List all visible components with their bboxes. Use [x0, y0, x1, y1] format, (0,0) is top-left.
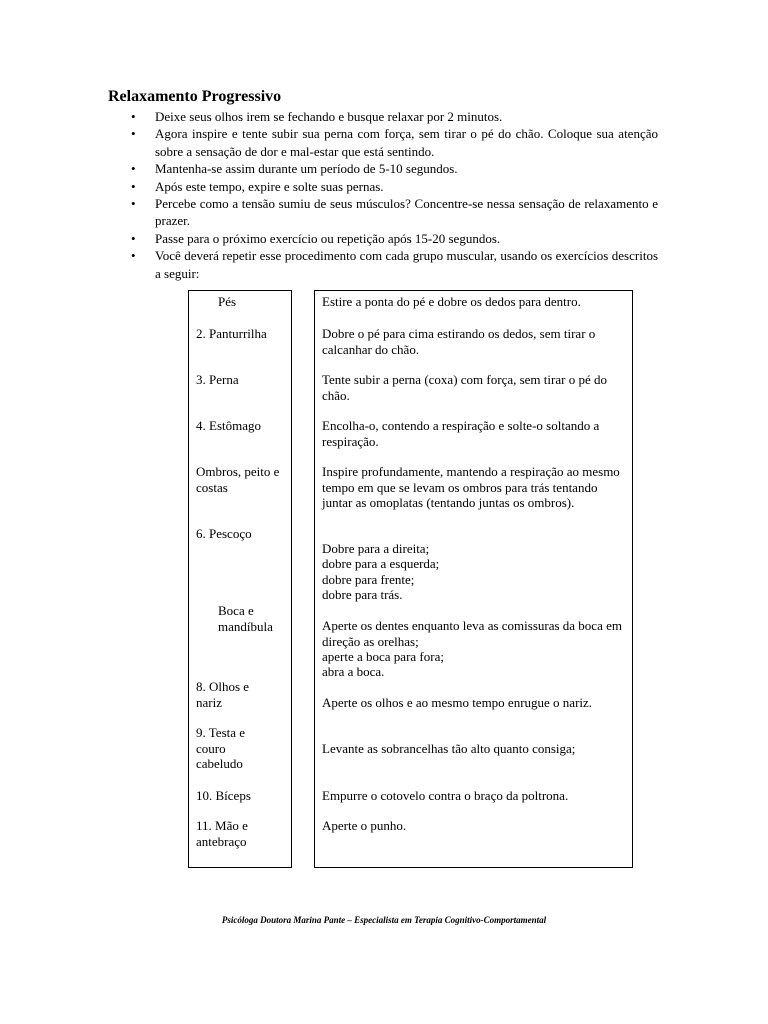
instruction-item: • Percebe como a tensão sumiu de seus músculos? Concentre-se nessa sensação de relaxamento e prazer. — [155, 195, 658, 230]
instruction-item: • Deixe seus olhos irem se fechando e busque relaxar por 2 minutos. — [155, 108, 658, 125]
exercise-text: Estire a ponta do pé e dobre os dedos para dentro. — [322, 294, 581, 309]
exercise-text: Inspire profundamente, mantendo a respiração ao mesmo tempo em que se levam os ombros para trás tentando juntar as omoplatas (tentando juntas os ombros). — [322, 464, 620, 511]
muscle-group-label: 2. Panturrilha — [196, 326, 267, 341]
exercise-text: aperte a boca para fora; — [322, 649, 444, 664]
muscle-group-label: 4. Estômago — [196, 418, 261, 433]
muscle-group-label: 11. Mão e antebraço — [196, 818, 248, 849]
instruction-item: • Mantenha-se assim durante um período de 5-10 segundos. — [155, 160, 658, 177]
page-footer: Psicóloga Doutora Marina Pante – Especialista em Terapia Cognitivo-Comportamental — [221, 915, 547, 925]
muscle-group-label: 9. Testa e couro cabeludo — [196, 725, 246, 772]
muscle-group-label: Boca e mandíbula — [218, 603, 273, 634]
instruction-item: • Passe para o próximo exercício ou repetição após 15-20 segundos. — [155, 230, 658, 247]
exercise-text: dobre para a esquerda; — [322, 556, 440, 571]
page-title: Relaxamento Progressivo — [108, 88, 282, 105]
muscle-group-label: Ombros, peito e costas — [196, 464, 280, 495]
muscle-group-label: 10. Bíceps — [196, 788, 251, 803]
exercise-text: dobre para frente; — [322, 572, 415, 587]
muscle-group-label: Pés — [218, 294, 237, 309]
exercise-text: abra a boca. — [322, 664, 385, 679]
instruction-item: • Após este tempo, expire e solte suas pernas. — [155, 178, 658, 195]
exercise-text: Dobre o pé para cima estirando os dedos, sem tirar o calcanhar do chão. — [322, 326, 596, 357]
exercise-text: Aperte os olhos e ao mesmo tempo enrugue o nariz. — [322, 695, 593, 710]
exercise-text: Encolha-o, contendo a respiração e solte-o soltando a respiração. — [322, 418, 600, 449]
exercise-text: Aperte os dentes enquanto leva as comissuras da boca em direção as orelhas; — [322, 618, 622, 649]
exercise-text: Dobre para a direita; — [322, 541, 430, 556]
exercise-text: Empurre o cotovelo contra o braço da poltrona. — [322, 788, 569, 803]
instruction-item: • Agora inspire e tente subir sua perna com força, sem tirar o pé do chão. Coloque sua atenção sobre a sensação de dor e mal-estar que está sentindo. — [155, 125, 658, 160]
muscle-group-label: 3. Perna — [196, 372, 239, 387]
exercise-text: Aperte o punho. — [322, 818, 407, 833]
muscle-group-label: 6. Pescoço — [196, 526, 252, 541]
exercise-text: Levante as sobrancelhas tão alto quanto consiga; — [322, 741, 576, 756]
instruction-list — [155, 108, 658, 282]
muscle-group-label: 8. Olhos e nariz — [196, 679, 250, 710]
instruction-item: • Você deverá repetir esse procedimento com cada grupo muscular, usando os exercícios descritos a seguir: — [155, 247, 658, 282]
exercise-text: Tente subir a perna (coxa) com força, sem tirar o pé do chão. — [322, 372, 607, 403]
exercise-text: dobre para trás. — [322, 587, 403, 602]
